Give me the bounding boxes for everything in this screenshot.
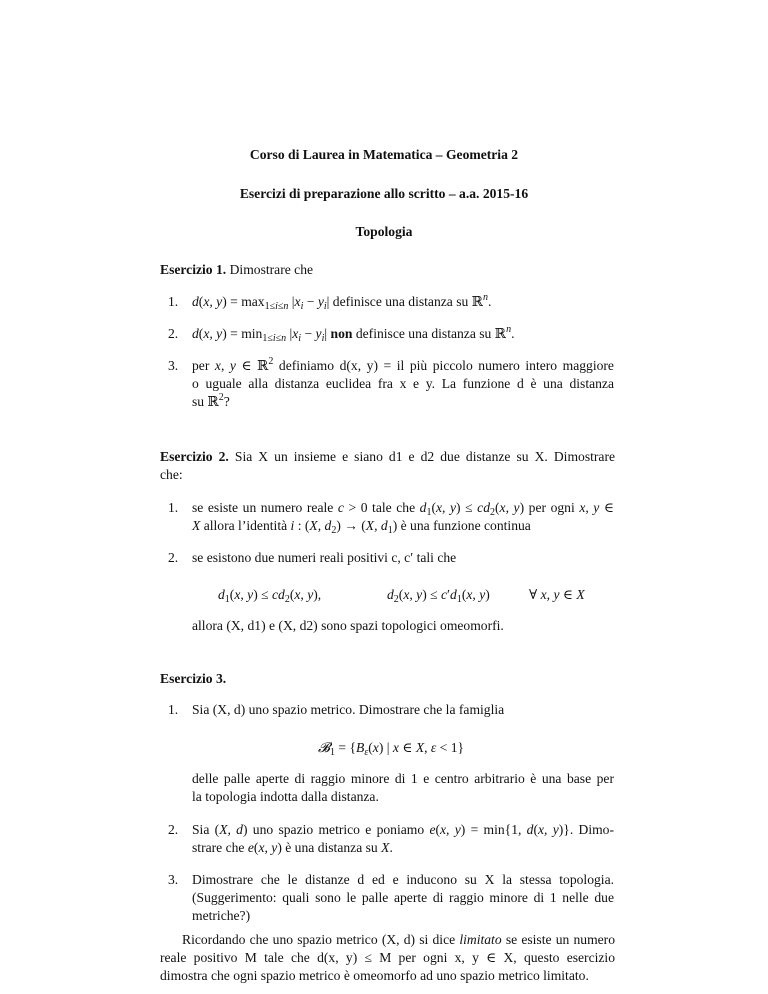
text-line xyxy=(160,931,615,949)
exercise-intro: Dimostrare che xyxy=(229,262,314,277)
exercise-3-item-2 xyxy=(168,821,614,857)
exercise-3-item-3 xyxy=(168,871,614,925)
exercise-3-item-1-conclusion xyxy=(192,770,614,806)
text-line: reale positivo M tale che d(x, y) ≤ M per ogni x, y ∈ X, questo esercizio xyxy=(160,950,615,965)
exercise-3-item-1 xyxy=(168,701,614,719)
exercise-1-heading xyxy=(160,261,615,279)
text-line: (Suggerimento: quali sono le palle aperte di raggio minore di 1 nelle due xyxy=(192,890,614,905)
item-number: 2. xyxy=(168,550,179,565)
document-subtitle: Esercizi di preparazione allo scritto – a.a. 2015-16 xyxy=(239,186,529,201)
text-line: che: xyxy=(160,467,183,482)
item-text: definisce una distanza su xyxy=(355,326,492,341)
item-text: se esistono due numeri reali positivi c, c′ tali che xyxy=(192,550,457,565)
display-formula: $d_1(x$, $y) \le cd_2(x$, y), xyxy=(218,587,322,605)
item-number: 1. xyxy=(168,500,179,515)
exercise-3-heading xyxy=(160,670,615,688)
exercise-1-item-2 xyxy=(168,324,614,344)
exercise-2-item-2 xyxy=(168,549,614,567)
exercise-2-heading xyxy=(160,448,615,484)
text-line: la topologia indotta dalla distanza. xyxy=(192,789,379,804)
emphasis: non xyxy=(330,326,353,341)
text-line: dimostra che ogni spazio metrico è omeomorfo ad uno spazio metrico limitato. xyxy=(160,968,589,983)
exercise-intro: Sia X un insieme e siano d1 e d2 due distanze su X. Dimostrare xyxy=(234,449,616,464)
section-title: Topologia xyxy=(355,224,413,239)
item-number: 2. xyxy=(168,822,179,837)
text-line: strare che e(x, y) è una distanza su X. xyxy=(192,840,393,855)
exercise-2-item-1 xyxy=(168,499,614,536)
text-part: Ricordando che uno spazio metrico (X, d) si dice xyxy=(182,932,456,947)
text-line: se esiste un numero reale c > 0 tale che $d_1(x$, $y) \le cd_2(x$, y) per ogni x, y ∈ xyxy=(192,500,614,518)
emphasis: limitato xyxy=(459,932,502,947)
item-number: 3. xyxy=(168,872,179,887)
closing-paragraph xyxy=(160,931,615,985)
exercise-title: Esercizio 1. xyxy=(160,262,227,277)
item-text: allora (X, d1) e (X, d2) sono spazi topologici omeomorfi. xyxy=(192,618,504,633)
formula: d(x, $y) = \max_{1\le i\le n} |x_i - y_i|$ xyxy=(192,294,330,312)
text-line: o uguale alla distanza euclidea fra x e y. La funzione d è una distanza xyxy=(192,376,614,391)
formula: ℝ$^n$. xyxy=(471,292,492,309)
formula: d(x, $y) = \min_{1\le i\le n} |x_i - y_i|$ xyxy=(192,326,328,344)
display-formula: ∀ x, y ∈ X xyxy=(529,587,585,602)
text-part: se esiste un numero xyxy=(505,932,615,947)
item-number: 2. xyxy=(168,326,179,341)
item-number: 1. xyxy=(168,702,179,717)
text-line: metriche?) xyxy=(192,908,251,923)
exercise-1-item-1 xyxy=(168,292,614,312)
item-text: Sia (X, d) uno spazio metrico. Dimostrare che la famiglia xyxy=(192,702,505,717)
text-line: per x, y ∈ ℝ$^2$ definiamo d(x, y) = il più piccolo numero intero maggiore xyxy=(192,356,614,373)
exercise-2-item-2-conclusion xyxy=(192,617,614,635)
item-text: definiamo d(x, y) = il più piccolo numero intero maggiore xyxy=(278,358,614,373)
text-line: Dimostrare che le distanze d ed e inducono su X la stessa topologia. xyxy=(192,872,614,887)
text-line: Sia (X, d) uno spazio metrico e poniamo e(x, y) = min{1, d(x, y)}. Dimo- xyxy=(192,822,614,837)
text-line: delle palle aperte di raggio minore di 1 e centro arbitrario è una base per xyxy=(192,771,614,786)
display-formula: 𝓑$_1$ = {$B_\varepsilon(x)$ | x ∈ X, ε < 1} xyxy=(318,740,465,758)
item-number: 3. xyxy=(168,358,179,373)
item-number: 1. xyxy=(168,294,179,309)
text-line: su ℝ$^2$? xyxy=(192,392,230,409)
exercise-1-item-3 xyxy=(168,356,614,411)
item-text: definisce una distanza su xyxy=(332,294,469,309)
display-formula: $d_2(x$, $y) \le c'd_1(x$, y) xyxy=(387,587,490,605)
exercise-title: Esercizio 3. xyxy=(160,671,227,686)
formula: ℝ$^n$. xyxy=(494,324,515,341)
text-line xyxy=(160,448,615,466)
text-line: X allora l’identità i : (X, $d_2) \to (X$, $d_1$) è una funzione continua xyxy=(192,518,531,536)
exercise-title: Esercizio 2. xyxy=(160,449,229,464)
course-title: Corso di Laurea in Matematica – Geometria 2 xyxy=(249,147,519,162)
